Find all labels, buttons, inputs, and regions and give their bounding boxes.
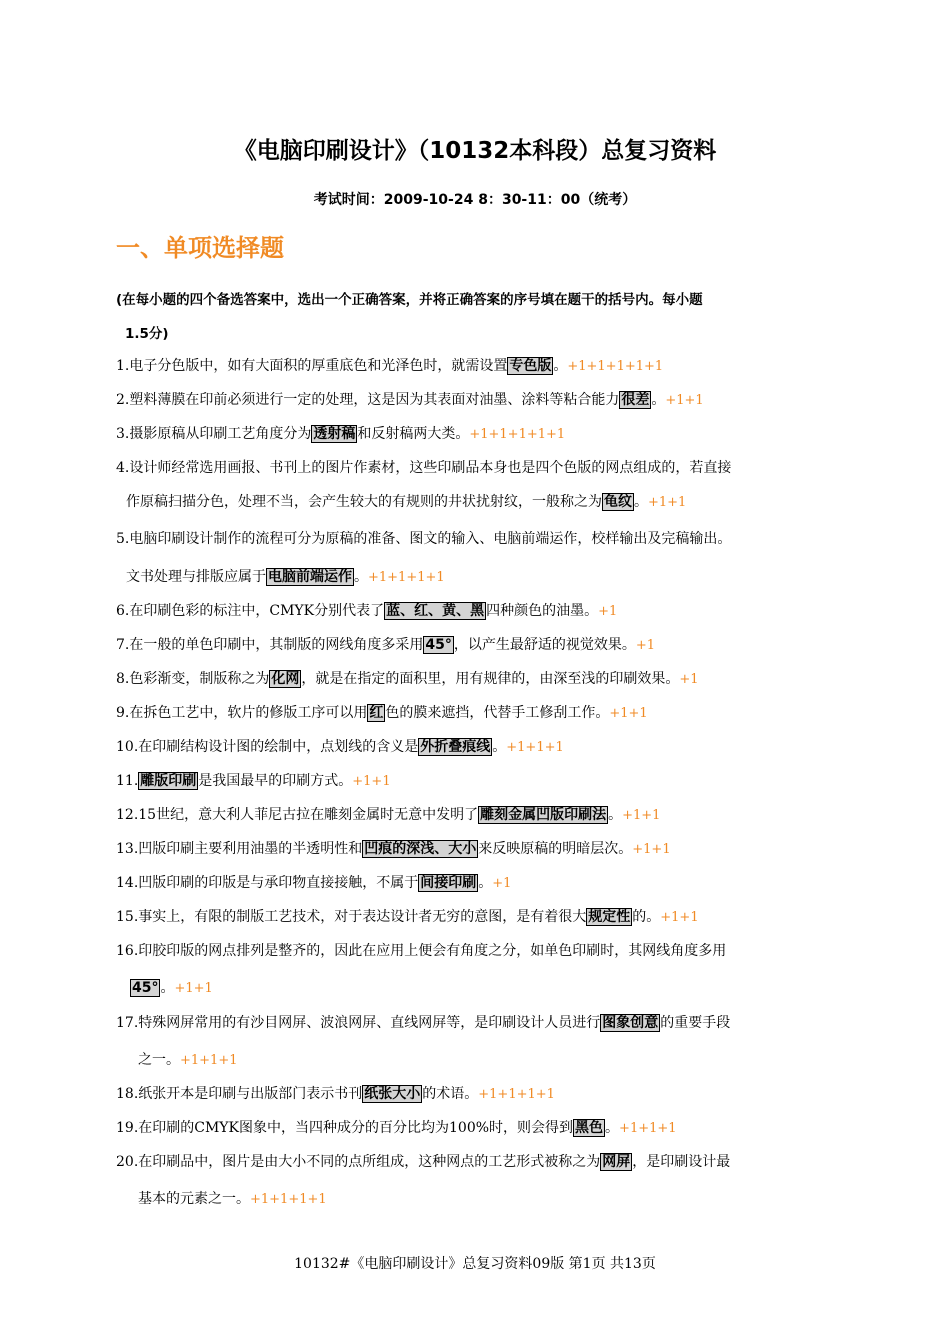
question-14 — [116, 866, 856, 901]
question-text: 7.在一般的单色印刷中，其制版的网线角度多采用 — [116, 637, 424, 653]
score-marks: +1+1+1 — [506, 740, 564, 755]
question-text: 4.设计师经常选用画报、书刊上的图片作素材，这些印刷品本身也是四个色版的网点组成的，若直接 — [116, 460, 732, 476]
question-text-after: 的。 — [632, 909, 661, 925]
question-text-after: 和反射稿两大类。 — [357, 426, 470, 442]
question-text: 20.在印刷品中，图片是由大小不同的点所组成，这种网点的工艺形式被称之为 — [116, 1154, 601, 1170]
score-marks: +1+1 — [352, 774, 391, 789]
answer-box: 专色版 — [509, 358, 552, 374]
page-footer: 10132#《电脑印刷设计》总复习资料09版 第1页 共13页 — [294, 1256, 656, 1272]
question-text: 13.凹版印刷主要利用油墨的半透明性和 — [116, 841, 363, 857]
instructions — [116, 283, 846, 351]
question-text: 18.纸张开本是印刷与出版部门表示书刊 — [116, 1086, 363, 1102]
answer-box: 雕刻金属凹版印刷法 — [480, 807, 607, 823]
question-4 — [116, 451, 856, 520]
question-text: 17.特殊网屏常用的有沙目网屏、波浪网屏、直线网屏等，是印刷设计人员进行 — [116, 1015, 601, 1031]
question-11 — [116, 764, 856, 799]
question-text: 19.在印刷的CMYK图象中，当四种成分的百分比均为100%时，则会得到 — [116, 1120, 574, 1136]
question-continuation — [116, 971, 856, 1006]
question-6 — [116, 594, 856, 629]
question-9 — [116, 696, 856, 731]
score-marks: +1 — [679, 672, 699, 687]
answer-box: 龟纹 — [604, 494, 632, 510]
question-text: 8.色彩渐变，制版称之为 — [116, 671, 270, 687]
answer-box: 凹痕的深浅、大小 — [364, 841, 477, 857]
question-12 — [116, 798, 856, 833]
score-marks: +1+1+1+1 — [478, 1087, 555, 1102]
question-text: 5.电脑印刷设计制作的流程可分为原稿的准备、图文的输入、电脑前端运作，校样输出及完稿输出。 — [116, 531, 732, 547]
question-text-after: 的术语。 — [422, 1086, 479, 1102]
question-text-after: 来反映原稿的明暗层次。 — [478, 841, 633, 857]
answer-box: 黑色 — [575, 1120, 604, 1136]
score-marks: +1+1+1 — [180, 1053, 238, 1068]
question-text: 2.塑料薄膜在印前必须进行一定的处理，这是因为其表面对油墨、涂料等粘合能力 — [116, 392, 620, 408]
question-text-after: 的重要手段 — [660, 1015, 731, 1031]
score-marks: +1+1 — [609, 706, 648, 721]
answer-box: 电脑前端运作 — [268, 569, 352, 585]
score-marks: +1+1+1 — [619, 1121, 677, 1136]
score-marks: +1+1 — [632, 842, 671, 857]
question-text-line-2: 基本的元素之一。 — [138, 1191, 250, 1207]
question-2 — [116, 383, 856, 418]
answer-box: 化网 — [271, 671, 300, 687]
question-text-after: 。 — [605, 1120, 620, 1136]
question-text-line-2: 之一。 — [138, 1052, 180, 1068]
question-text: 16.印胶印版的网点排列是整齐的，因此在应用上便会有角度之分，如单色印刷时，其网线角度多用 — [116, 943, 727, 959]
score-marks: +1 — [635, 638, 656, 653]
question-text-line-2: 作原稿扫描分色，处理不当，会产生较大的有规则的井状扰射纹，一般称之为 — [126, 494, 602, 510]
answer-box: 红 — [369, 705, 384, 721]
question-text-after: 。 — [553, 358, 568, 374]
question-15 — [116, 900, 856, 935]
question-7 — [116, 628, 856, 663]
answer-box: 网屏 — [602, 1154, 631, 1170]
score-marks: +1 — [492, 876, 512, 891]
answer-box: 规定性 — [588, 909, 631, 925]
question-text-after: ，是印刷设计最 — [632, 1154, 731, 1170]
exam-time: 考试时间：2009-10-24 8：30-11：00（统考） — [313, 192, 637, 208]
answer-box: 45° — [425, 637, 452, 653]
answer-box: 间接印刷 — [420, 875, 477, 891]
score-marks: +1+1 — [665, 393, 704, 408]
question-text: 15.事实上，有限的制版工艺技术，对于表达设计者无穷的意图，是有着很大 — [116, 909, 587, 925]
score-marks: +1+1+1+1+1 — [469, 427, 566, 442]
question-10 — [116, 730, 856, 765]
score-marks: +1+1 — [174, 981, 213, 996]
question-continuation — [116, 560, 856, 595]
instructions-line-2: 1.5分) — [125, 326, 169, 342]
question-text-after: 。 — [651, 392, 666, 408]
question-text: 9.在拆色工艺中，软片的修版工序可以用 — [116, 705, 368, 721]
question-text-after: 。 — [160, 980, 175, 996]
question-text-after: 色的膜来遮挡，代替手工修刮工作。 — [385, 705, 610, 721]
question-continuation — [116, 1043, 856, 1078]
answer-box: 蓝、红、黄、黑 — [386, 603, 485, 619]
question-16 — [116, 934, 856, 1006]
score-marks: +1+1+1+1 — [368, 570, 445, 585]
question-text-after: 是我国最早的印刷方式。 — [198, 773, 353, 789]
question-text: 14.凹版印刷的印版是与承印物直接接触，不属于 — [116, 875, 419, 891]
question-text: 6.在印刷色彩的标注中，CMYK分别代表了 — [116, 603, 385, 619]
question-8 — [116, 662, 856, 697]
question-text-after: 。 — [478, 875, 493, 891]
question-20 — [116, 1145, 856, 1217]
document-title: 《电脑印刷设计》（10132本科段）总复习资料 — [233, 138, 717, 164]
question-text-line-2: 文书处理与排版应属于 — [126, 569, 266, 585]
section-heading: 一、单项选择题 — [116, 234, 284, 262]
score-marks: +1+1 — [622, 808, 661, 823]
answer-box: 很差 — [621, 392, 650, 408]
question-continuation — [116, 1182, 856, 1217]
question-text-after: 。 — [634, 494, 648, 510]
question-1 — [116, 349, 856, 384]
question-text-after: 。 — [492, 739, 507, 755]
question-text-after: ，就是在指定的面积里，用有规律的，由深至浅的印刷效果。 — [301, 671, 680, 687]
score-marks: +1+1+1+1 — [250, 1192, 327, 1207]
instructions-line-1: (在每小题的四个备选答案中，选出一个正确答案，并将正确答案的序号填在题干的括号内。每小题 — [116, 292, 703, 308]
answer-box: 雕版印刷 — [140, 773, 197, 789]
score-marks: +1+1+1+1+1 — [567, 359, 664, 374]
question-text-after: 。 — [354, 569, 368, 585]
question-text-after: 。 — [608, 807, 623, 823]
question-18 — [116, 1077, 856, 1112]
question-3 — [116, 417, 856, 452]
score-marks: +1 — [598, 604, 618, 619]
answer-box: 纸张大小 — [364, 1086, 421, 1102]
answer-box: 透射稿 — [313, 426, 356, 442]
score-marks: +1+1 — [648, 495, 687, 510]
question-19 — [116, 1111, 856, 1146]
question-text: 11. — [116, 773, 139, 789]
question-text: 1.电子分色版中，如有大面积的厚重底色和光泽色时，就需设置 — [116, 358, 508, 374]
answer-box: 外折叠痕线 — [420, 739, 491, 755]
question-5 — [116, 522, 856, 595]
question-17 — [116, 1006, 856, 1078]
question-text: 10.在印刷结构设计图的绘制中，点划线的含义是 — [116, 739, 419, 755]
question-text-after: 四种颜色的油墨。 — [486, 603, 599, 619]
score-marks: +1+1 — [660, 910, 699, 925]
question-text: 3.摄影原稿从印刷工艺角度分为 — [116, 426, 312, 442]
question-continuation — [116, 485, 856, 520]
question-text-after: ，以产生最舒适的视觉效果。 — [453, 637, 636, 653]
question-text: 12.15世纪，意大利人菲尼古拉在雕刻金属时无意中发明了 — [116, 807, 479, 823]
answer-box: 45° — [132, 980, 159, 996]
answer-box: 图象创意 — [602, 1015, 659, 1031]
question-13 — [116, 832, 856, 867]
